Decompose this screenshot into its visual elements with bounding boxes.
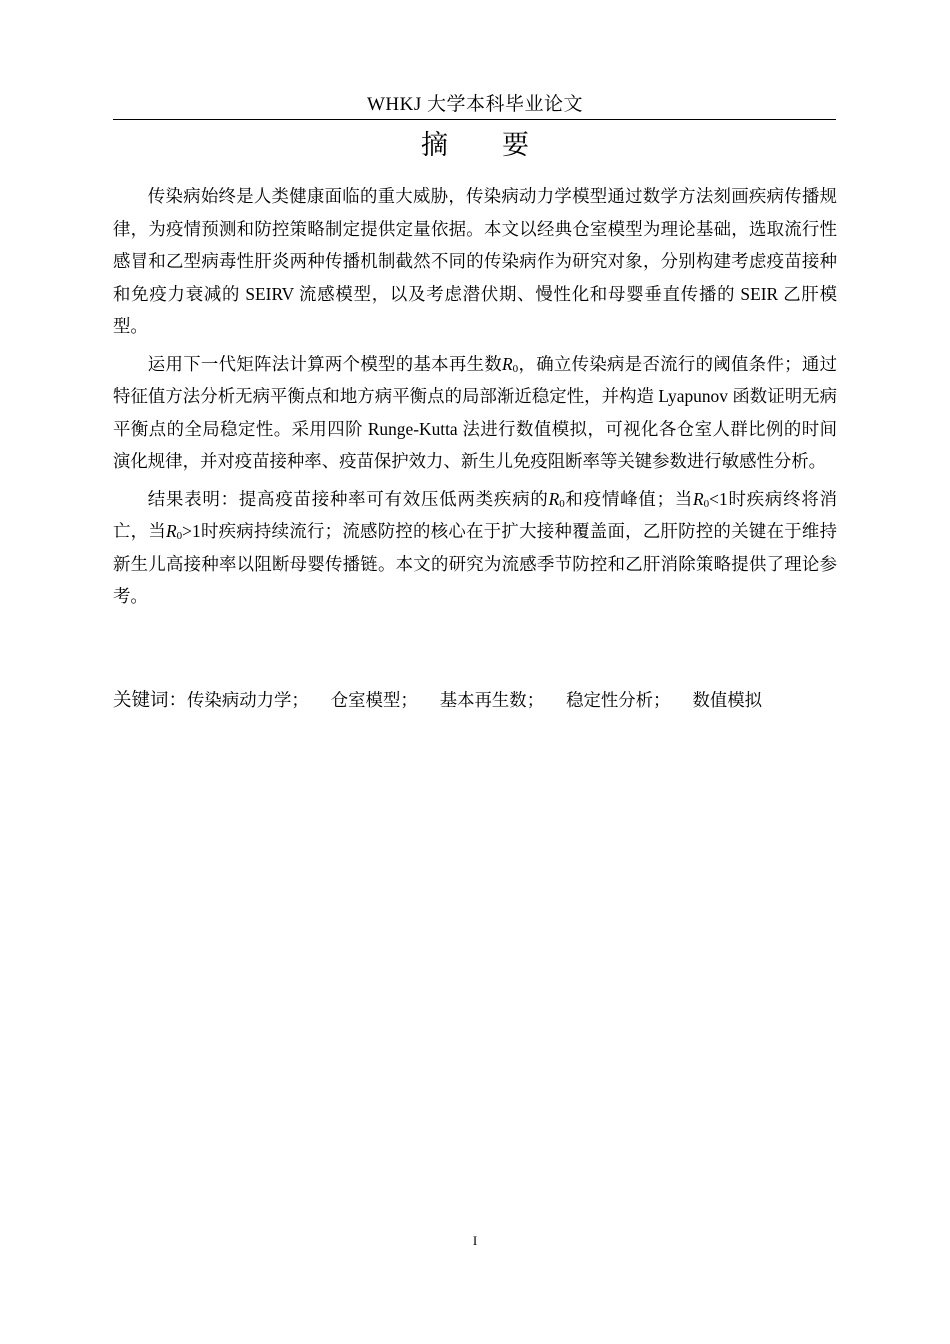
r0-symbol: R — [693, 488, 704, 509]
keyword-item: 基本再生数； — [439, 690, 545, 710]
abstract-body — [113, 180, 837, 618]
keyword-item: 仓室模型； — [330, 690, 418, 710]
paragraph-3-text-c: <1时疾病终将消亡，当 — [113, 488, 837, 541]
r0-subscript: 0 — [176, 530, 183, 542]
r0-symbol: R — [548, 488, 560, 509]
paragraph-2-text-b: ，确立传染病是否流行的阈值条件；通过特征值方法分析无病平衡点和地方病平衡点的局部渐近稳定性，并构造 Lyapunov 函数证明无病平衡点的全局稳定性。采用四阶 Runge-Kutta 法进行数值模拟，可视化各仓室人群比例的时间演化规律，并对疫苗接种率、疫苗保护效力、新生儿免疫阻断率等关键参数进行敏感性分析。 — [113, 353, 837, 471]
running-header: WHKJ 大学本科毕业论文 — [366, 94, 584, 115]
keyword-item: 稳定性分析； — [566, 690, 671, 710]
header-divider — [113, 119, 836, 120]
r0-subscript: 0 — [512, 362, 519, 375]
r0-subscript: 0 — [559, 497, 565, 510]
paragraph-2-text-a: 运用下一代矩阵法计算两个模型的基本再生数 — [147, 353, 503, 374]
keyword-item: 数值模拟 — [692, 690, 763, 710]
keyword-item: 传染病动力学； — [187, 690, 309, 710]
r0-symbol: R — [502, 353, 513, 374]
paragraph-3-text-d: >1时疾病持续流行；流感防控的核心在于扩大接种覆盖面，乙肝防控的关键在于维持新生儿高接种率以阻断母婴传播链。本文的研究为流感季节防控和乙肝消除策略提供了理论参考。 — [113, 521, 837, 606]
abstract-paragraph-3 — [113, 483, 837, 613]
r0-subscript: 0 — [703, 497, 710, 510]
abstract-paragraph-2 — [113, 348, 837, 478]
page-title: 摘 要 — [421, 130, 529, 161]
keywords-label: 关键词： — [113, 690, 188, 711]
abstract-paragraph-1: 传染病始终是人类健康面临的重大威胁，传染病动力学模型通过数学方法刻画疾病传播规律，为疫情预测和防控策略制定提供定量依据。本文以经典仓室模型为理论基础，选取流行性感冒和乙型病毒性肝炎两种传播机制截然不同的传染病作为研究对象，分别构建考虑疫苗接种和免疫力衰减的 SEIRV 流感模型，以及考虑潜伏期、慢性化和母婴垂直传播的 SEIR 乙肝模型。 — [113, 186, 837, 336]
paragraph-3-text-a: 结果表明：提高疫苗接种率可有效压低两类疾病的 — [147, 488, 549, 509]
paragraph-3-text-b: 和疫情峰值；当 — [564, 488, 694, 509]
keywords-line — [113, 684, 837, 717]
page-number: I — [472, 1233, 478, 1248]
r0-symbol: R — [166, 521, 177, 541]
